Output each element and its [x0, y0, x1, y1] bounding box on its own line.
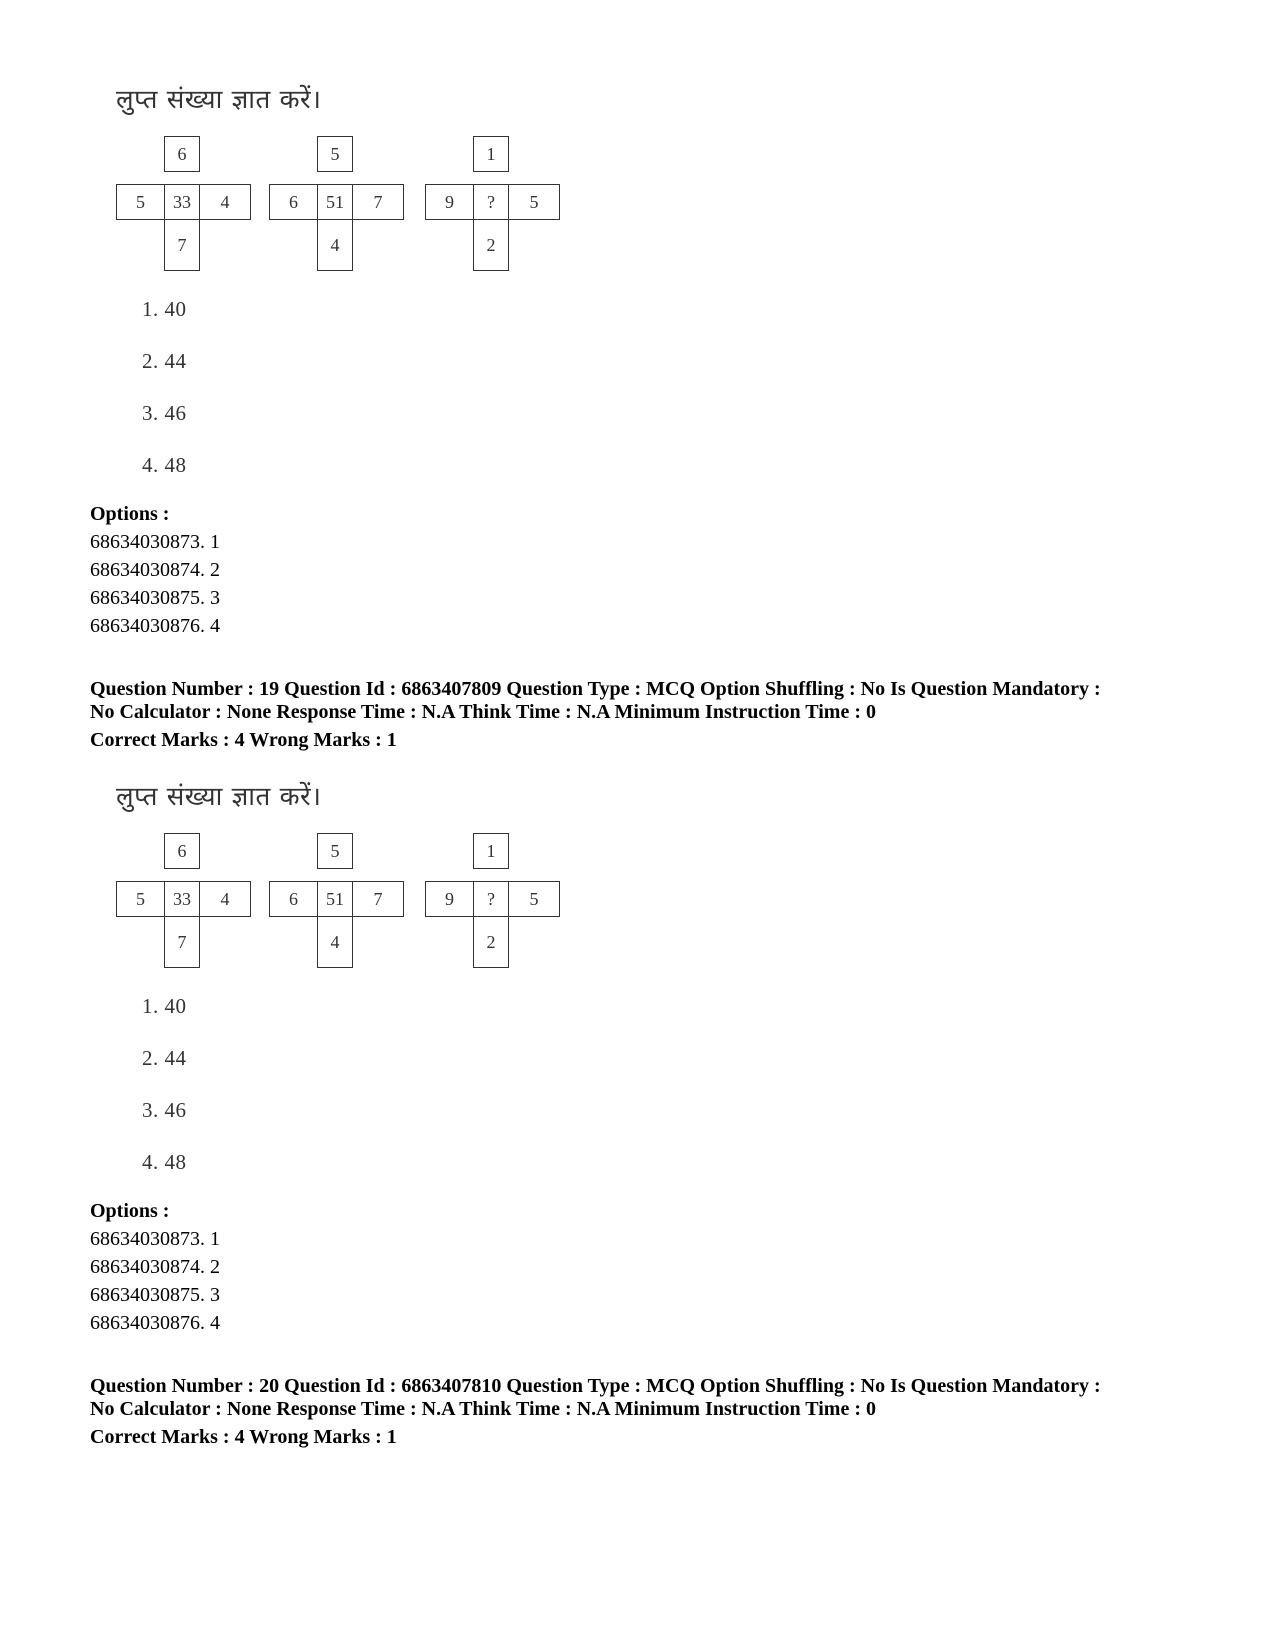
option-id-3: 68634030875. 3	[90, 1284, 220, 1306]
puzzle-cell-left: 5	[116, 881, 165, 917]
puzzle-cell-center: ?	[473, 881, 509, 917]
question-meta-line-1: Question Number : 20 Question Id : 6863407810 Question Type : MCQ Option Shuffling : No Is Question Mandatory :	[90, 1375, 1101, 1397]
puzzle-cell-top: 5	[317, 833, 353, 869]
puzzle-cell-bottom: 7	[164, 916, 200, 968]
option-id-2: 68634030874. 2	[90, 559, 220, 581]
puzzle-cell-left: 6	[269, 881, 318, 917]
puzzle-cell-center: 51	[317, 881, 353, 917]
puzzle-cell-right: 5	[508, 184, 560, 220]
option-id-4: 68634030876. 4	[90, 615, 220, 637]
question-block-2	[0, 697, 1275, 1417]
puzzle-cell-bottom: 2	[473, 916, 509, 968]
puzzle-cell-right: 4	[199, 184, 251, 220]
option-id-2: 68634030874. 2	[90, 1256, 220, 1278]
options-heading: Options :	[90, 1200, 170, 1222]
puzzle-cell-center: 51	[317, 184, 353, 220]
option-id-1: 68634030873. 1	[90, 531, 220, 553]
question-marks-19: Correct Marks : 4 Wrong Marks : 1	[90, 729, 397, 751]
answer-choice-1: 1. 40	[142, 994, 187, 1018]
puzzle-cell-top: 6	[164, 136, 200, 172]
puzzle-cell-center: 33	[164, 184, 200, 220]
option-id-4: 68634030876. 4	[90, 1312, 220, 1334]
answer-choice-4: 4. 48	[142, 1150, 187, 1174]
puzzle-cell-center: 33	[164, 881, 200, 917]
option-id-3: 68634030875. 3	[90, 587, 220, 609]
puzzle-cell-left: 5	[116, 184, 165, 220]
answer-choice-3: 3. 46	[142, 1098, 187, 1122]
puzzle-cell-right: 7	[352, 881, 404, 917]
question-prompt: लुप्त संख्या ज्ञात करें।	[116, 782, 322, 812]
puzzle-cell-top: 6	[164, 833, 200, 869]
question-meta-line-2: No Calculator : None Response Time : N.A Think Time : N.A Minimum Instruction Time : 0	[90, 701, 876, 723]
question-meta-line-2: No Calculator : None Response Time : N.A Think Time : N.A Minimum Instruction Time : 0	[90, 1398, 876, 1420]
options-heading: Options :	[90, 503, 170, 525]
puzzle-cell-left: 6	[269, 184, 318, 220]
puzzle-cell-right: 5	[508, 881, 560, 917]
question-block-1	[0, 0, 1275, 720]
answer-choice-4: 4. 48	[142, 453, 187, 477]
puzzle-cell-bottom: 4	[317, 916, 353, 968]
question-prompt: लुप्त संख्या ज्ञात करें।	[116, 85, 322, 115]
option-id-1: 68634030873. 1	[90, 1228, 220, 1250]
puzzle-cell-right: 4	[199, 881, 251, 917]
puzzle-cell-left: 9	[425, 184, 474, 220]
puzzle-cell-top: 1	[473, 136, 509, 172]
answer-choice-2: 2. 44	[142, 349, 187, 373]
question-meta-20	[90, 1375, 1190, 1421]
puzzle-cell-top: 1	[473, 833, 509, 869]
answer-choice-2: 2. 44	[142, 1046, 187, 1070]
answer-choice-3: 3. 46	[142, 401, 187, 425]
answer-choice-1: 1. 40	[142, 297, 187, 321]
puzzle-cell-bottom: 4	[317, 219, 353, 271]
puzzle-cell-bottom: 2	[473, 219, 509, 271]
puzzle-cell-top: 5	[317, 136, 353, 172]
puzzle-cell-left: 9	[425, 881, 474, 917]
puzzle-cell-right: 7	[352, 184, 404, 220]
question-marks-20: Correct Marks : 4 Wrong Marks : 1	[90, 1426, 397, 1448]
question-meta-line-1: Question Number : 19 Question Id : 6863407809 Question Type : MCQ Option Shuffling : No Is Question Mandatory :	[90, 678, 1101, 700]
puzzle-cell-center: ?	[473, 184, 509, 220]
puzzle-cell-bottom: 7	[164, 219, 200, 271]
